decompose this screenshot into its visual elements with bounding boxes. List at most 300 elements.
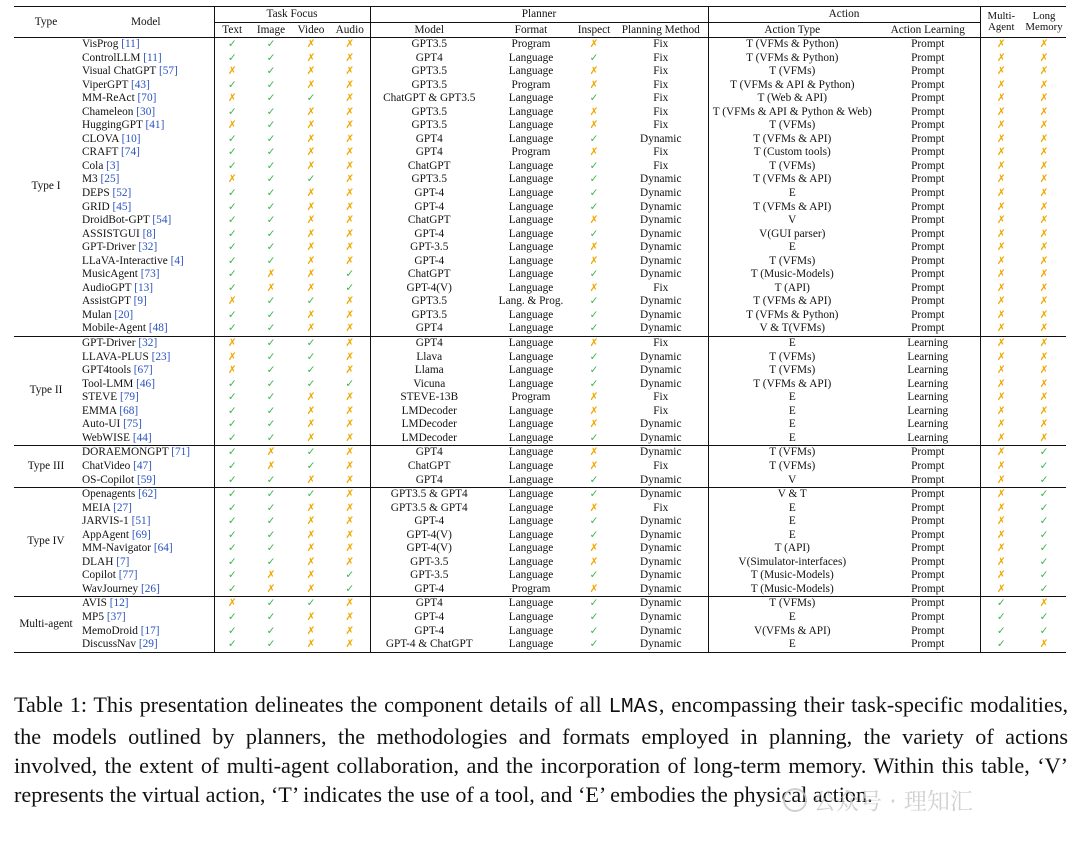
multi-agent-cell bbox=[980, 146, 1022, 160]
inspect-cell bbox=[574, 146, 614, 160]
citation-link[interactable]: [57] bbox=[158, 65, 178, 78]
inspect-cross-icon: ✗ bbox=[589, 418, 599, 431]
multi-agent-cell bbox=[980, 337, 1022, 351]
citation-link[interactable]: [54] bbox=[152, 214, 172, 227]
text-focus-check-icon: ✓ bbox=[227, 254, 237, 267]
multi-agent-cell bbox=[980, 92, 1022, 106]
format-cell: Program bbox=[511, 78, 551, 91]
citation-link[interactable]: [67] bbox=[133, 364, 153, 377]
citation-link[interactable]: [75] bbox=[123, 418, 142, 431]
long-memory-cell bbox=[1022, 378, 1066, 392]
video-focus-cross-icon: ✗ bbox=[306, 528, 316, 541]
model-name: GPT-Driver bbox=[82, 337, 136, 350]
long-memory-cross-icon: ✗ bbox=[1039, 78, 1049, 91]
wechat-logo-icon bbox=[783, 788, 807, 812]
text-focus-cell bbox=[214, 309, 250, 323]
action-learning-cell: Prompt bbox=[911, 78, 945, 91]
image-focus-check-icon: ✓ bbox=[266, 350, 276, 363]
multi-agent-check-icon: ✓ bbox=[996, 597, 1006, 610]
table-row bbox=[14, 282, 1066, 296]
audio-focus-cross-icon: ✗ bbox=[345, 610, 355, 623]
video-focus-cross-icon: ✗ bbox=[306, 241, 316, 254]
long-memory-cell bbox=[1022, 268, 1066, 282]
audio-focus-cell bbox=[330, 611, 370, 625]
citation-link[interactable]: [62] bbox=[138, 488, 157, 501]
citation-link[interactable]: [73] bbox=[140, 268, 160, 281]
action-learning-cell: Prompt bbox=[911, 515, 945, 528]
table-row bbox=[14, 201, 1066, 215]
planner-model-cell: GPT4 bbox=[370, 322, 488, 336]
image-focus-cell bbox=[250, 282, 292, 296]
citation-link[interactable]: [41] bbox=[145, 119, 165, 132]
inspect-check-icon: ✓ bbox=[589, 173, 599, 186]
inspect-cell bbox=[574, 597, 614, 611]
video-focus-cross-icon: ✗ bbox=[306, 418, 316, 431]
table-row bbox=[14, 432, 1066, 446]
audio-focus-cell bbox=[330, 322, 370, 336]
text-focus-cell bbox=[214, 52, 250, 66]
audio-focus-cross-icon: ✗ bbox=[345, 92, 355, 105]
video-focus-cell bbox=[292, 228, 330, 242]
video-focus-check-icon: ✓ bbox=[306, 173, 316, 186]
inspect-check-icon: ✓ bbox=[589, 431, 599, 444]
text-focus-check-icon: ✓ bbox=[227, 528, 237, 541]
format-cell: Program bbox=[511, 38, 551, 50]
video-focus-cross-icon: ✗ bbox=[306, 254, 316, 267]
image-focus-cell bbox=[250, 351, 292, 365]
table-row bbox=[14, 529, 1066, 543]
model-name-cell bbox=[78, 474, 214, 488]
text-focus-cell bbox=[214, 542, 250, 556]
citation-link[interactable]: [3] bbox=[106, 159, 120, 172]
model-name: DiscussNav bbox=[82, 638, 136, 651]
video-focus-cell bbox=[292, 446, 330, 460]
action-type-cell: E bbox=[708, 391, 876, 405]
format-cell: Program bbox=[511, 391, 551, 404]
audio-focus-cross-icon: ✗ bbox=[345, 488, 355, 501]
citation-link[interactable]: [77] bbox=[118, 569, 138, 582]
action-type-cell: E bbox=[708, 638, 876, 652]
inspect-cross-icon: ✗ bbox=[589, 404, 599, 417]
format-cell: Language bbox=[508, 404, 554, 417]
citation-link[interactable]: [10] bbox=[121, 132, 141, 145]
inspect-cell bbox=[574, 529, 614, 543]
long-memory-cross-icon: ✗ bbox=[1039, 638, 1049, 651]
inspect-cell bbox=[574, 474, 614, 488]
table-row bbox=[14, 625, 1066, 639]
text-focus-check-icon: ✓ bbox=[227, 51, 237, 64]
table-row bbox=[14, 133, 1066, 147]
citation-link[interactable]: [46] bbox=[136, 377, 155, 390]
citation-link[interactable]: [32] bbox=[138, 241, 158, 254]
long-memory-cell bbox=[1022, 79, 1066, 93]
inspect-cell bbox=[574, 351, 614, 365]
multi-agent-cell bbox=[980, 282, 1022, 296]
table-row bbox=[14, 92, 1066, 106]
image-focus-check-icon: ✓ bbox=[266, 65, 276, 78]
table-row bbox=[14, 309, 1066, 323]
action-learning-cell: Learning bbox=[876, 337, 980, 351]
citation-link[interactable]: [12] bbox=[109, 597, 129, 610]
model-name: WebWISE bbox=[82, 431, 131, 444]
multi-agent-cross-icon: ✗ bbox=[996, 159, 1006, 172]
audio-focus-cell bbox=[330, 569, 370, 583]
table-row bbox=[14, 460, 1066, 474]
inspect-cell bbox=[574, 446, 614, 460]
inspect-cell bbox=[574, 268, 614, 282]
action-type-cell: T (VFMs) bbox=[708, 119, 876, 133]
long-memory-cross-icon: ✗ bbox=[1039, 418, 1049, 431]
citation-link[interactable]: [71] bbox=[171, 446, 191, 459]
model-name-cell bbox=[78, 52, 214, 66]
model-name-cell bbox=[78, 255, 214, 269]
inspect-cell bbox=[574, 378, 614, 392]
image-focus-cell bbox=[250, 569, 292, 583]
multi-agent-cell bbox=[980, 52, 1022, 66]
image-focus-cell bbox=[250, 65, 292, 79]
long-memory-cross-icon: ✗ bbox=[1039, 214, 1049, 227]
image-focus-cell bbox=[250, 201, 292, 215]
model-name: MP5 bbox=[82, 610, 104, 623]
inspect-check-icon: ✓ bbox=[589, 200, 599, 213]
citation-link[interactable]: [32] bbox=[138, 337, 158, 350]
table-row bbox=[14, 638, 1066, 652]
audio-focus-cell bbox=[330, 79, 370, 93]
text-focus-cell bbox=[214, 418, 250, 432]
table-row bbox=[14, 502, 1066, 516]
inspect-check-icon: ✓ bbox=[589, 528, 599, 541]
citation-link[interactable]: [44] bbox=[132, 431, 152, 444]
caption-text-1: Table 1: This presentation delineates the component details of all bbox=[14, 692, 609, 717]
video-focus-cross-icon: ✗ bbox=[306, 322, 316, 335]
model-name: DLAH bbox=[82, 555, 114, 568]
text-focus-cell bbox=[214, 474, 250, 488]
inspect-cross-icon: ✗ bbox=[589, 582, 599, 595]
citation-link[interactable]: [11] bbox=[121, 38, 140, 50]
inspect-cell bbox=[574, 391, 614, 405]
planning-method-cell: Fix bbox=[653, 65, 669, 78]
planning-method-cell: Dynamic bbox=[640, 582, 682, 595]
action-learning-cell: Prompt bbox=[876, 488, 980, 502]
long-memory-cross-icon: ✗ bbox=[1039, 308, 1049, 321]
action-type-cell: T (VFMs & API) bbox=[708, 173, 876, 187]
planning-method-cell: Dynamic bbox=[640, 528, 682, 541]
long-memory-cell bbox=[1022, 106, 1066, 120]
format-cell: Language bbox=[508, 515, 554, 528]
long-memory-cell bbox=[1022, 173, 1066, 187]
video-focus-cell bbox=[292, 187, 330, 201]
action-learning-cell: Prompt bbox=[911, 187, 945, 200]
model-name: MM-Navigator bbox=[82, 542, 152, 555]
image-focus-cell bbox=[250, 322, 292, 336]
citation-link[interactable]: [29] bbox=[138, 638, 158, 651]
action-learning-cell: Prompt bbox=[911, 459, 945, 472]
multi-agent-cell bbox=[980, 583, 1022, 597]
planner-model-cell: GPT3.5 bbox=[370, 173, 488, 187]
model-name-cell bbox=[78, 187, 214, 201]
action-type-cell: E bbox=[708, 405, 876, 419]
model-name: ControlLLM bbox=[82, 51, 141, 64]
text-focus-cell bbox=[214, 322, 250, 336]
citation-link[interactable]: [23] bbox=[151, 350, 171, 363]
video-focus-cell bbox=[292, 488, 330, 502]
action-learning-cell: Prompt bbox=[911, 173, 945, 186]
multi-agent-cell bbox=[980, 474, 1022, 488]
long-memory-cell bbox=[1022, 214, 1066, 228]
long-memory-cell bbox=[1022, 282, 1066, 296]
citation-link[interactable]: [9] bbox=[133, 295, 147, 308]
image-focus-check-icon: ✓ bbox=[266, 418, 276, 431]
video-focus-cell bbox=[292, 295, 330, 309]
text-focus-cell bbox=[214, 597, 250, 611]
text-focus-cell bbox=[214, 214, 250, 228]
citation-link[interactable]: [11] bbox=[143, 51, 162, 64]
group-type-label: Multi-agent bbox=[14, 597, 78, 652]
text-focus-check-icon: ✓ bbox=[227, 638, 237, 651]
audio-focus-cell bbox=[330, 119, 370, 133]
video-focus-check-icon: ✓ bbox=[306, 350, 316, 363]
planning-method-cell: Dynamic bbox=[640, 624, 682, 637]
image-focus-check-icon: ✓ bbox=[266, 542, 276, 555]
action-learning-cell: Prompt bbox=[911, 132, 945, 145]
citation-link[interactable]: [52] bbox=[112, 187, 132, 200]
audio-focus-cell bbox=[330, 228, 370, 242]
text-focus-check-icon: ✓ bbox=[227, 132, 237, 145]
planning-method-cell: Dynamic bbox=[640, 350, 682, 363]
action-type-cell: V(GUI parser) bbox=[708, 228, 876, 242]
multi-agent-cell bbox=[980, 322, 1022, 336]
table-row bbox=[14, 405, 1066, 419]
long-memory-cell bbox=[1022, 474, 1066, 488]
citation-link[interactable]: [17] bbox=[140, 624, 160, 637]
video-focus-cross-icon: ✗ bbox=[306, 610, 316, 623]
image-focus-cell bbox=[250, 460, 292, 474]
inspect-check-icon: ✓ bbox=[589, 638, 599, 651]
model-name-cell bbox=[78, 515, 214, 529]
citation-link[interactable]: [8] bbox=[142, 227, 156, 240]
video-focus-cell bbox=[292, 119, 330, 133]
citation-link[interactable]: [74] bbox=[121, 146, 140, 159]
citation-link[interactable]: [4] bbox=[170, 254, 184, 267]
video-focus-check-icon: ✓ bbox=[306, 337, 316, 350]
inspect-cross-icon: ✗ bbox=[589, 146, 599, 159]
multi-agent-cross-icon: ✗ bbox=[996, 582, 1006, 595]
multi-agent-cross-icon: ✗ bbox=[996, 459, 1006, 472]
citation-link[interactable]: [64] bbox=[153, 542, 173, 555]
audio-focus-cell bbox=[330, 460, 370, 474]
citation-link[interactable]: [48] bbox=[148, 322, 168, 335]
citation-link[interactable]: [79] bbox=[119, 391, 139, 404]
citation-link[interactable]: [37] bbox=[106, 610, 126, 623]
audio-focus-cross-icon: ✗ bbox=[345, 624, 355, 637]
model-name: GPT4tools bbox=[82, 364, 131, 377]
long-memory-cell bbox=[1022, 542, 1066, 556]
multi-agent-cross-icon: ✗ bbox=[996, 542, 1006, 555]
audio-focus-cross-icon: ✗ bbox=[345, 214, 355, 227]
text-focus-cell bbox=[214, 391, 250, 405]
video-focus-cross-icon: ✗ bbox=[306, 624, 316, 637]
long-memory-cell bbox=[1022, 160, 1066, 174]
model-name-cell bbox=[78, 241, 214, 255]
model-name: ChatVideo bbox=[82, 459, 131, 472]
video-focus-cross-icon: ✗ bbox=[306, 146, 316, 159]
image-focus-cell bbox=[250, 146, 292, 160]
audio-focus-cell bbox=[330, 529, 370, 543]
citation-link[interactable]: [27] bbox=[113, 501, 132, 514]
text-focus-cell bbox=[214, 569, 250, 583]
citation-link[interactable]: [68] bbox=[119, 404, 139, 417]
planning-method-cell: Fix bbox=[653, 281, 669, 294]
long-memory-cell bbox=[1022, 295, 1066, 309]
video-focus-cell bbox=[292, 391, 330, 405]
format-cell: Language bbox=[508, 459, 554, 472]
model-name-cell bbox=[78, 418, 214, 432]
citation-link[interactable]: [59] bbox=[136, 473, 156, 486]
image-focus-cell bbox=[250, 597, 292, 611]
video-focus-cell bbox=[292, 322, 330, 336]
video-focus-cross-icon: ✗ bbox=[306, 281, 316, 294]
planning-method-cell: Fix bbox=[653, 501, 669, 514]
model-name-cell bbox=[78, 282, 214, 296]
video-focus-cell bbox=[292, 611, 330, 625]
citation-link[interactable]: [70] bbox=[137, 92, 157, 105]
audio-focus-cell bbox=[330, 268, 370, 282]
citation-link[interactable]: [20] bbox=[114, 308, 134, 321]
multi-agent-cross-icon: ✗ bbox=[996, 322, 1006, 335]
image-focus-check-icon: ✓ bbox=[266, 528, 276, 541]
citation-link[interactable]: [26] bbox=[141, 582, 160, 595]
citation-link[interactable]: [51] bbox=[131, 515, 151, 528]
text-focus-check-icon: ✓ bbox=[227, 105, 237, 118]
text-focus-check-icon: ✓ bbox=[227, 624, 237, 637]
long-memory-cell bbox=[1022, 460, 1066, 474]
citation-link[interactable]: [43] bbox=[131, 78, 150, 91]
audio-focus-cell bbox=[330, 583, 370, 597]
inspect-cell bbox=[574, 160, 614, 174]
video-focus-cross-icon: ✗ bbox=[306, 542, 316, 555]
inspect-cell bbox=[574, 556, 614, 570]
planning-method-cell: Dynamic bbox=[614, 446, 708, 460]
text-focus-check-icon: ✓ bbox=[227, 268, 237, 281]
action-learning-cell: Prompt bbox=[911, 119, 945, 132]
action-learning-cell: Prompt bbox=[911, 569, 945, 582]
planning-method-cell: Dynamic bbox=[614, 488, 708, 502]
audio-focus-cell bbox=[330, 391, 370, 405]
table-row bbox=[14, 488, 1066, 502]
image-focus-check-icon: ✓ bbox=[266, 337, 276, 350]
action-type-cell: T (API) bbox=[708, 542, 876, 556]
text-focus-cross-icon: ✗ bbox=[227, 337, 237, 350]
model-name: Visual ChatGPT bbox=[82, 65, 157, 78]
citation-link[interactable]: [25] bbox=[100, 173, 120, 186]
citation-link[interactable]: [47] bbox=[133, 459, 152, 472]
long-memory-cell bbox=[1022, 556, 1066, 570]
table-row bbox=[14, 106, 1066, 120]
inspect-cell bbox=[574, 405, 614, 419]
table-row bbox=[14, 391, 1066, 405]
long-memory-cross-icon: ✗ bbox=[1039, 254, 1049, 267]
multi-agent-cross-icon: ✗ bbox=[996, 200, 1006, 213]
long-memory-check-icon: ✓ bbox=[1039, 459, 1049, 472]
action-learning-cell: Prompt bbox=[911, 638, 945, 651]
long-memory-cell bbox=[1022, 255, 1066, 269]
video-focus-cross-icon: ✗ bbox=[306, 65, 316, 78]
planning-method-cell: Fix bbox=[653, 92, 669, 105]
long-memory-cross-icon: ✗ bbox=[1039, 268, 1049, 281]
citation-link[interactable]: [30] bbox=[136, 105, 156, 118]
audio-focus-cell bbox=[330, 488, 370, 502]
planning-method-cell: Fix bbox=[653, 146, 669, 159]
text-focus-cell bbox=[214, 106, 250, 120]
action-type-cell: T (API) bbox=[708, 282, 876, 296]
multi-agent-cross-icon: ✗ bbox=[996, 377, 1006, 390]
long-memory-cross-icon: ✗ bbox=[1039, 146, 1049, 159]
multi-agent-cell bbox=[980, 446, 1022, 460]
header-task-focus: Task Focus bbox=[214, 7, 370, 23]
table-row bbox=[14, 378, 1066, 392]
long-memory-cell bbox=[1022, 597, 1066, 611]
audio-focus-cross-icon: ✗ bbox=[345, 295, 355, 308]
planning-method-cell: Dynamic bbox=[640, 241, 682, 254]
text-focus-cell bbox=[214, 446, 250, 460]
group-type-label: Type I bbox=[31, 180, 61, 193]
planner-model-cell: GPT-4(V) bbox=[370, 282, 488, 296]
model-name: MemoDroid bbox=[82, 624, 138, 637]
multi-agent-cell bbox=[980, 488, 1022, 502]
image-focus-check-icon: ✓ bbox=[266, 200, 276, 213]
multi-agent-cell bbox=[980, 268, 1022, 282]
multi-agent-cross-icon: ✗ bbox=[996, 254, 1006, 267]
image-focus-cell bbox=[250, 515, 292, 529]
action-learning-cell: Prompt bbox=[911, 159, 945, 172]
audio-focus-cell bbox=[330, 378, 370, 392]
citation-link[interactable]: [69] bbox=[131, 528, 151, 541]
planner-model-cell: GPT4 bbox=[370, 146, 488, 160]
multi-agent-cross-icon: ✗ bbox=[996, 488, 1006, 501]
video-focus-cell bbox=[292, 309, 330, 323]
image-focus-cell bbox=[250, 432, 292, 446]
action-type-cell: V bbox=[708, 474, 876, 488]
citation-link[interactable]: [13] bbox=[134, 281, 154, 294]
video-focus-cell bbox=[292, 418, 330, 432]
image-focus-cell bbox=[250, 38, 292, 52]
long-memory-cell bbox=[1022, 418, 1066, 432]
model-name: MM-ReAct bbox=[82, 92, 135, 105]
table-row bbox=[14, 583, 1066, 597]
long-memory-cell bbox=[1022, 432, 1066, 446]
inspect-cell bbox=[574, 295, 614, 309]
format-cell: Language bbox=[508, 92, 554, 105]
citation-link[interactable]: [45] bbox=[112, 200, 132, 213]
format-cell: Language bbox=[508, 105, 554, 118]
planner-model-cell: GPT-4(V) bbox=[370, 529, 488, 543]
model-name-cell bbox=[78, 446, 214, 460]
action-learning-cell: Prompt bbox=[911, 65, 945, 78]
multi-agent-cell bbox=[980, 597, 1022, 611]
audio-focus-cross-icon: ✗ bbox=[345, 322, 355, 335]
text-focus-cell bbox=[214, 268, 250, 282]
audio-focus-cross-icon: ✗ bbox=[345, 542, 355, 555]
text-focus-cell bbox=[214, 295, 250, 309]
text-focus-check-icon: ✓ bbox=[227, 418, 237, 431]
action-type-cell: T (VFMs) bbox=[708, 65, 876, 79]
citation-link[interactable]: [7] bbox=[116, 555, 130, 568]
video-focus-cell bbox=[292, 378, 330, 392]
video-focus-cross-icon: ✗ bbox=[306, 569, 316, 582]
image-focus-check-icon: ✓ bbox=[266, 38, 276, 50]
inspect-check-icon: ✓ bbox=[589, 187, 599, 200]
planner-model-cell: GPT4 bbox=[370, 597, 488, 611]
